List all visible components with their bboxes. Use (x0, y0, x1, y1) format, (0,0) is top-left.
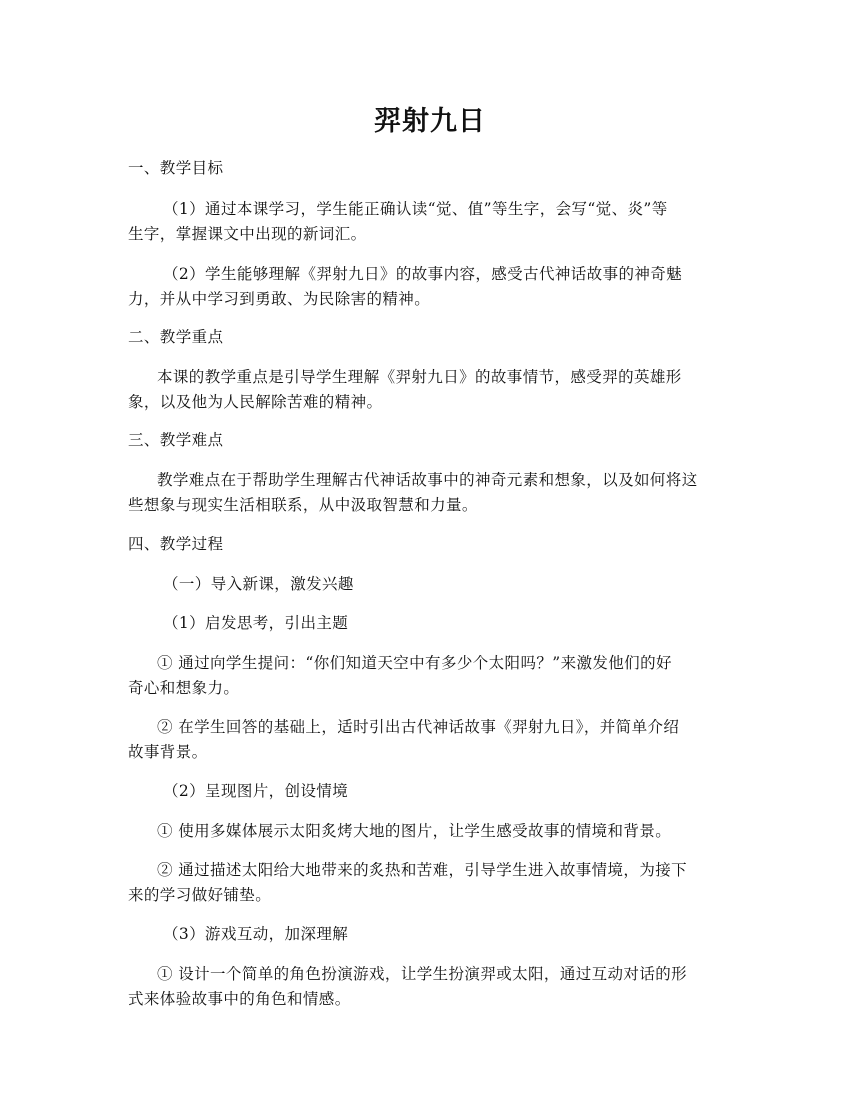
goal-item-1-line-1: （1）通过本课学习，学生能正确认读“觉、值”等生字，会写“觉、炎”等 (163, 200, 668, 218)
document-title: 羿射九日 (374, 106, 486, 137)
goal-item-2-line-1: （2）学生能够理解《羿射九日》的故事内容，感受古代神话故事的神奇魅 (163, 265, 683, 283)
difficulties-line-1: 教学难点在于帮助学生理解古代神话故事中的神奇元素和想象，以及如何将这 (157, 471, 698, 489)
process-subsection-1: （一）导入新课，激发兴趣 (163, 575, 354, 593)
difficulties-line-2: 些想象与现实生活相联系，从中汲取智慧和力量。 (128, 496, 478, 514)
step-3-a-line-1: ① 设计一个简单的角色扮演游戏，让学生扮演羿或太阳，通过互动对话的形 (157, 965, 688, 983)
step-2-b-line-1: ② 通过描述太阳给大地带来的炙热和苦难，引导学生进入故事情境，为接下 (157, 861, 688, 879)
section-heading-goals: 一、教学目标 (128, 159, 224, 177)
step-3-title: （3）游戏互动，加深理解 (163, 925, 349, 943)
key-points-line-2: 象，以及他为人民解除苦难的精神。 (128, 393, 383, 411)
section-heading-process: 四、教学过程 (128, 535, 224, 553)
goal-item-1-line-2: 生字，掌握课文中出现的新词汇。 (128, 225, 367, 243)
step-2-b-line-2: 来的学习做好铺垫。 (128, 886, 272, 904)
step-3-a-line-2: 式来体验故事中的角色和情感。 (128, 990, 351, 1008)
section-heading-difficulties: 三、教学难点 (128, 431, 224, 449)
section-heading-key-points: 二、教学重点 (128, 328, 224, 346)
step-1-b-line-1: ② 在学生回答的基础上，适时引出古代神话故事《羿射九日》，并简单介绍 (157, 718, 680, 736)
key-points-line-1: 本课的教学重点是引导学生理解《羿射九日》的故事情节，感受羿的英雄形 (157, 368, 682, 386)
step-1-a-line-2: 奇心和想象力。 (128, 679, 240, 697)
step-2-title: （2）呈现图片，创设情境 (163, 782, 349, 800)
step-1-title: （1）启发思考，引出主题 (163, 614, 349, 632)
step-1-a-line-1: ① 通过向学生提问：“你们知道天空中有多少个太阳吗？”来激发他们的好 (157, 654, 672, 672)
step-1-b-line-2: 故事背景。 (128, 743, 208, 761)
goal-item-2-line-2: 力，并从中学习到勇敢、为民除害的精神。 (128, 290, 431, 308)
step-2-a-line-1: ① 使用多媒体展示太阳炙烤大地的图片，让学生感受故事的情境和背景。 (157, 822, 672, 840)
